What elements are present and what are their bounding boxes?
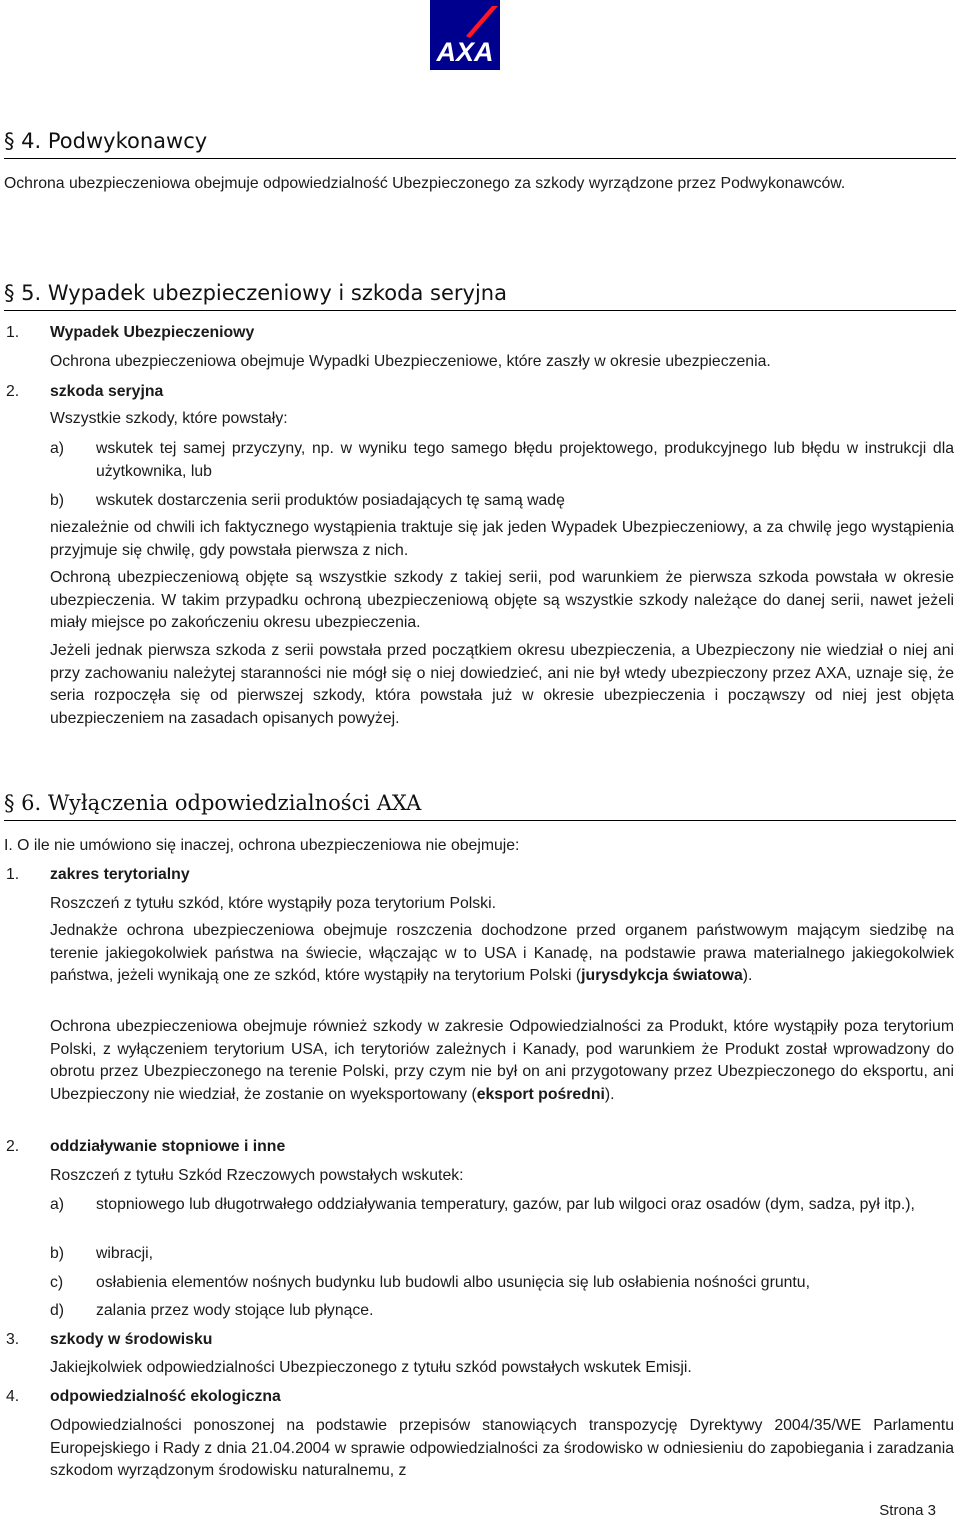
list-item: zalania przez wody stojące lub płynące. xyxy=(96,1302,374,1319)
paragraph: niezależnie od chwili ich faktycznego wystąpienia traktuje się jak jeden Wypadek Ubezpieczeniowy, a za chwilę jego wystąpienia przyjmuje się chwilę, gdy powstała pierwsza z nich. xyxy=(50,519,954,559)
section-5-title: § 5. Wypadek ubezpieczeniowy i szkoda seryjna xyxy=(4,281,956,311)
page-number: Strona 3 xyxy=(879,1502,936,1519)
item-intro: Roszczeń z tytułu Szkód Rzeczowych powstałych wskutek: xyxy=(50,1167,464,1184)
item-body: Roszczeń z tytułu szkód, które wystąpiły poza terytorium Polski. xyxy=(50,895,496,912)
item-number: 4. xyxy=(6,1388,20,1405)
list-label: a) xyxy=(50,1196,65,1213)
item-heading: Wypadek Ubezpieczeniowy xyxy=(50,324,255,341)
paragraph: Ochroną ubezpieczeniową objęte są wszystkie szkody z takiej serii, pod warunkiem że pierwsza szkoda powstała w okresie ubezpieczenia. W takim przypadku ochroną ubezpieczeniową objęte są wszystkie szkody należące do danej serii, nawet jeżeli miały miejsce po zakończeniu okresu ubezpieczenia. xyxy=(50,569,954,631)
list-label: a) xyxy=(50,440,65,457)
list-label: b) xyxy=(50,492,65,509)
paragraph: Ochrona ubezpieczeniowa obejmuje również szkody w zakresie Odpowiedzialności za Produkt, które wystąpiły poza terytorium Polski, z wyłączeniem terytorium USA, ich terytoriów zależnych i Kanady, pod warunkiem że Produkt został wprowadzony do obrotu przez Ubezpieczonego na terenie Polski, przy czym nie był on ani przygotowany przez Ubezpieczonego do eksportu, ani Ubezpieczony nie wiedział, że zostanie on wyeksportowany (eksport pośredni). xyxy=(50,1018,954,1103)
axa-logo xyxy=(430,0,500,70)
item-number: 1. xyxy=(6,324,20,341)
item-heading: szkoda seryjna xyxy=(50,383,164,400)
list-item: stopniowego lub długotrwałego oddziaływania temperatury, gazów, par lub wilgoci oraz osadów (dym, sadza, pył itp.), xyxy=(96,1196,915,1213)
section-4-title: § 4. Podwykonawcy xyxy=(4,129,956,159)
item-heading: zakres terytorialny xyxy=(50,866,190,883)
list-item: wskutek tej samej przyczyny, np. w wyniku tego samego błędu projektowego, produkcyjnego lub błędu w instrukcji dla użytkownika, lub xyxy=(96,440,954,480)
list-label: c) xyxy=(50,1274,64,1291)
section-6-title: § 6. Wyłączenia odpowiedzialności AXA xyxy=(4,791,956,821)
paragraph: Jeżeli jednak pierwsza szkoda z serii powstała przed początkiem okresu ubezpieczenia, a Ubezpieczony nie wiedział o niej ani przy zachowaniu należytej staranności nie mógł się o niej dowiedzieć, ani nie był wtedy ubezpieczony przez AXA, uznaje się, że seria rozpoczęła się od pierwszej szkody, która powstała już w okresie ubezpieczenia i począwszy od niej jest objęta ubezpieczeniem na zasadach opisanych powyżej. xyxy=(50,642,954,727)
item-body: Odpowiedzialności ponoszonej na podstawie przepisów stanowiących transpozycję Dyrektywy 2004/35/WE Parlamentu Europejskiego i Rady z dnia 21.04.2004 w sprawie odpowiedzialności za środowisko w odniesieniu do zapobiegania i zaradzania szkodom wyrządzonym środowisku naturalnemu, z xyxy=(50,1417,954,1479)
section-4-body: Ochrona ubezpieczeniowa obejmuje odpowiedzialność Ubezpieczonego za szkody wyrządzone przez Podwykonawców. xyxy=(4,175,846,192)
list-item: osłabienia elementów nośnych budynku lub budowli albo usunięcia się lub osłabienia nośności gruntu, xyxy=(96,1274,810,1291)
item-number: 2. xyxy=(6,383,20,400)
paragraph: Jednakże ochrona ubezpieczeniowa obejmuje roszczenia dochodzone przed organem państwowym mającym siedzibę na terenie jakiegokolwiek państwa na świecie, włączając w to USA i Kanadę, na podstawie prawa materialnego jakiegokolwiek państwa, jeżeli wynikają one ze szkód, które wystąpiły na terytorium Polski (jurysdykcja światowa). xyxy=(50,922,954,984)
svg-text:AXA: AXA xyxy=(436,37,494,67)
item-heading: oddziaływanie stopniowe i inne xyxy=(50,1138,286,1155)
list-item: wskutek dostarczenia serii produktów posiadających tę samą wadę xyxy=(96,492,565,509)
item-number: 2. xyxy=(6,1138,20,1155)
section-6-intro: I. O ile nie umówiono się inaczej, ochrona ubezpieczeniowa nie obejmuje: xyxy=(4,837,520,854)
item-body: Jakiejkolwiek odpowiedzialności Ubezpieczonego z tytułu szkód powstałych wskutek Emisji. xyxy=(50,1359,692,1376)
item-heading: odpowiedzialność ekologiczna xyxy=(50,1388,281,1405)
list-item: wibracji, xyxy=(96,1245,154,1262)
list-label: d) xyxy=(50,1302,65,1319)
item-intro: Wszystkie szkody, które powstały: xyxy=(50,410,288,427)
item-number: 3. xyxy=(6,1331,20,1348)
item-body: Ochrona ubezpieczeniowa obejmuje Wypadki Ubezpieczeniowe, które zaszły w okresie ubezpieczenia. xyxy=(50,353,771,370)
list-label: b) xyxy=(50,1245,65,1262)
item-heading: szkody w środowisku xyxy=(50,1331,213,1348)
item-number: 1. xyxy=(6,866,20,883)
